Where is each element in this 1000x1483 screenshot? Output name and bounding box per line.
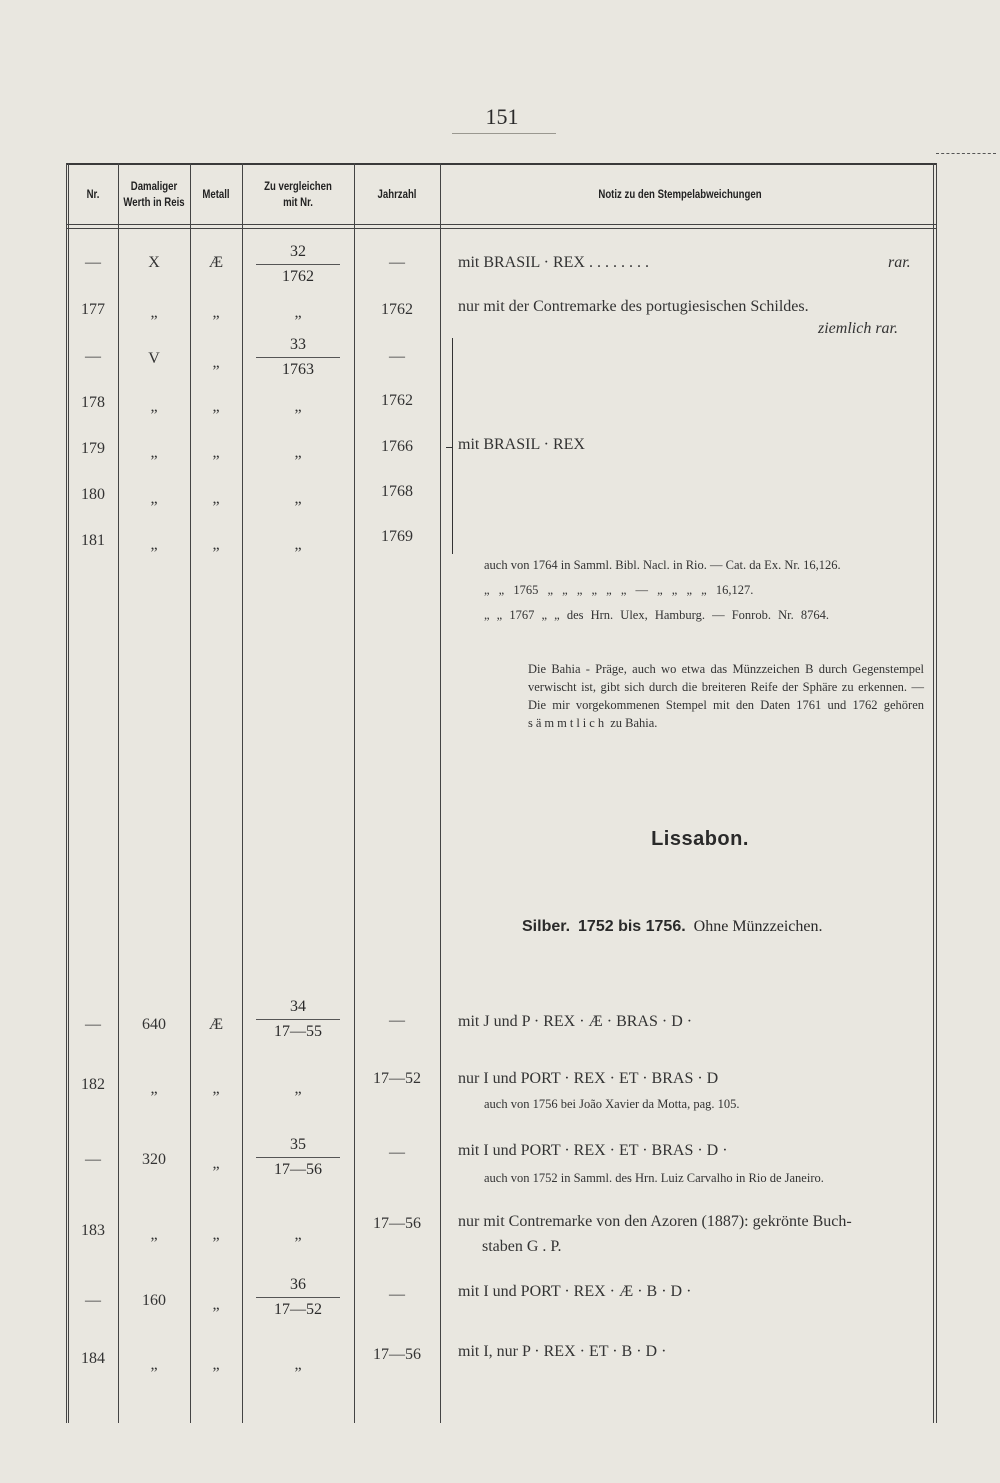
row-metall: „ — [212, 398, 220, 415]
fraction-denominator: 17—52 — [274, 1301, 322, 1318]
note-line: „ „ 1765 „ „ „ „ „ „ — „ „ „ „ 16,127. — [484, 583, 754, 597]
row-vergleichen: „ — [294, 1080, 302, 1097]
section-title: Lissabon. — [651, 828, 749, 850]
row-vergleichen-fraction — [256, 996, 340, 1043]
note-line: auch von 1764 in Samml. Bibl. Nacl. in Rio. — Cat. da Ex. Nr. 16,126. — [484, 558, 841, 572]
row-nr: 182 — [81, 1076, 105, 1093]
row-nr: — — [85, 348, 101, 365]
row-werth: „ — [150, 304, 158, 321]
row-jahr: 17—56 — [373, 1215, 421, 1232]
row-metall: „ — [212, 1080, 220, 1097]
row-metall: „ — [212, 490, 220, 507]
row-jahr: 17—56 — [373, 1346, 421, 1363]
row-subnote: auch von 1752 in Samml. des Hrn. Luiz Carvalho in Rio de Janeiro. — [484, 1171, 824, 1185]
row-werth: „ — [150, 1080, 158, 1097]
row-vergleichen: „ — [294, 304, 302, 321]
row-nr: 181 — [81, 532, 105, 549]
row-notiz: mit BRASIL · REX — [458, 436, 585, 453]
header-bottom-rule-2 — [66, 228, 936, 229]
note-line: „ „ 1767 „ „ des Hrn. Ulex, Hamburg. — Fonrob. Nr. 8764. — [484, 608, 829, 622]
row-metall: „ — [212, 1356, 220, 1373]
row-werth: V — [148, 350, 160, 367]
row-vergleichen: „ — [294, 398, 302, 415]
row-metall: „ — [212, 304, 220, 321]
row-nr: 184 — [81, 1350, 105, 1367]
header-metall: Metall — [202, 187, 230, 201]
row-vergleichen-fraction — [256, 241, 340, 288]
column-divider-2 — [190, 163, 191, 1423]
fraction-numerator: 34 — [290, 998, 306, 1015]
row-werth: 320 — [142, 1151, 166, 1168]
fraction-bar — [256, 1297, 340, 1298]
column-divider-3 — [242, 163, 243, 1423]
table-left-border-inner — [68, 163, 69, 1423]
row-notiz-continued: staben G . P. — [482, 1238, 562, 1255]
header-nr: Nr. — [86, 187, 100, 201]
row-notiz: mit I, nur P · REX · ET · B · D · — [458, 1343, 667, 1360]
row-vergleichen-fraction — [256, 1134, 340, 1181]
row-metall: Æ — [208, 254, 224, 271]
fraction-numerator: 35 — [290, 1136, 306, 1153]
column-divider-4 — [354, 163, 355, 1423]
row-jahr: 17—52 — [373, 1070, 421, 1087]
row-metall: „ — [212, 536, 220, 553]
fraction-denominator: 1762 — [282, 268, 314, 285]
subtitle-years: 1752 bis 1756. — [578, 918, 686, 935]
row-werth: „ — [150, 1226, 158, 1243]
page-number-rule — [452, 133, 556, 134]
column-divider-1 — [118, 163, 119, 1423]
row-jahr: — — [389, 1286, 405, 1303]
header-notiz: Notiz zu den Stempelabweichungen — [598, 187, 762, 201]
row-notiz: nur mit Contremarke von den Azoren (1887): gekrönte Buch- — [458, 1213, 852, 1230]
header-vgl-line1: Zu vergleichen — [264, 179, 332, 193]
subtitle-metal: Silber. — [522, 918, 571, 935]
row-vergleichen: „ — [294, 444, 302, 461]
table-left-border — [66, 163, 67, 1423]
row-metall: „ — [212, 444, 220, 461]
grouping-bracket — [452, 338, 453, 554]
row-notiz: nur mit der Contremarke des portugiesischen Schildes. — [458, 298, 809, 315]
row-vergleichen: „ — [294, 490, 302, 507]
row-notiz: mit I und PORT · REX · Æ · B · D · — [458, 1283, 692, 1300]
row-werth: 640 — [142, 1016, 166, 1033]
subtitle-note: Ohne Münzzeichen. — [693, 918, 823, 935]
fraction-denominator: 17—56 — [274, 1161, 322, 1178]
rarity-note: ziemlich rar. — [818, 320, 898, 337]
row-notiz: mit BRASIL · REX . . . . . . . . — [458, 254, 649, 271]
row-notiz: mit I und PORT · REX · ET · BRAS · D · — [458, 1142, 728, 1159]
row-vergleichen-fraction — [256, 1274, 340, 1321]
row-werth: „ — [150, 490, 158, 507]
row-nr: — — [85, 254, 101, 271]
row-jahr: — — [389, 1144, 405, 1161]
row-subnote: auch von 1756 bei João Xavier da Motta, pag. 105. — [484, 1097, 740, 1111]
fraction-denominator: 1763 — [282, 361, 314, 378]
bahia-paragraph-spaced: sämmtlich — [528, 716, 608, 730]
fraction-numerator: 33 — [290, 336, 306, 353]
fraction-bar — [256, 264, 340, 265]
header-bottom-rule — [66, 224, 936, 225]
row-jahr: — — [389, 1012, 405, 1029]
header-vergleichen — [255, 178, 341, 210]
header-vgl-line2: mit Nr. — [283, 195, 313, 209]
bahia-paragraph-text: Die Bahia - Präge, auch wo etwa das Münzzeichen B durch Gegenstempel verwischt ist, gibt sich durch die breiteren Reife der Sphäre zu erkennen. — Die mir vorgekommenen Stempel mit den Daten 1761 und 1762 gehören — [528, 662, 924, 712]
row-jahr: 1762 — [381, 392, 413, 409]
bahia-paragraph-end: zu Bahia. — [610, 716, 658, 730]
row-werth: 160 — [142, 1292, 166, 1309]
fraction-bar — [256, 357, 340, 358]
row-nr: 178 — [81, 394, 105, 411]
row-metall: „ — [212, 1226, 220, 1243]
row-werth: „ — [150, 398, 158, 415]
row-jahr: 1769 — [381, 528, 413, 545]
page-number: 151 — [485, 104, 519, 129]
header-werth-line1: Damaliger — [130, 179, 178, 193]
column-divider-5 — [440, 163, 441, 1423]
row-metall: „ — [212, 1155, 220, 1172]
row-nr: 183 — [81, 1222, 105, 1239]
fraction-bar — [256, 1157, 340, 1158]
header-jahrzahl: Jahrzahl — [377, 187, 417, 201]
row-nr: 177 — [81, 301, 105, 318]
row-jahr: — — [389, 254, 405, 271]
row-werth: „ — [150, 444, 158, 461]
fraction-bar — [256, 1019, 340, 1020]
fraction-numerator: 36 — [290, 1276, 306, 1293]
row-vergleichen: „ — [294, 1226, 302, 1243]
row-notiz: nur I und PORT · REX · ET · BRAS · D — [458, 1070, 719, 1087]
row-metall: Æ — [208, 1016, 224, 1033]
row-nr: — — [85, 1292, 101, 1309]
bahia-paragraph — [528, 660, 924, 732]
grouping-bracket-tick — [446, 447, 453, 448]
row-werth: „ — [150, 536, 158, 553]
fraction-denominator: 17—55 — [274, 1023, 322, 1040]
row-nr: 179 — [81, 440, 105, 457]
rarity-note: rar. — [888, 254, 911, 271]
row-nr: — — [85, 1151, 101, 1168]
row-notiz: mit J und P · REX · Æ · BRAS · D · — [458, 1013, 693, 1030]
row-vergleichen: „ — [294, 536, 302, 553]
table-right-border — [933, 163, 934, 1423]
row-jahr: — — [389, 348, 405, 365]
row-vergleichen: „ — [294, 1356, 302, 1373]
row-werth: X — [148, 254, 160, 271]
row-jahr: 1766 — [381, 438, 413, 455]
table-top-border — [66, 163, 936, 165]
row-jahr: 1768 — [381, 483, 413, 500]
row-jahr: 1762 — [381, 301, 413, 318]
table-top-border-extension — [936, 153, 996, 155]
header-werth-line2: Werth in Reis — [123, 195, 185, 209]
row-metall: „ — [212, 1296, 220, 1313]
table-right-border-inner — [936, 163, 937, 1423]
fraction-numerator: 32 — [290, 243, 306, 260]
section-subtitle — [522, 918, 823, 936]
row-werth: „ — [150, 1356, 158, 1373]
row-vergleichen-fraction — [256, 334, 340, 381]
row-nr: — — [85, 1016, 101, 1033]
row-nr: 180 — [81, 486, 105, 503]
row-metall: „ — [212, 354, 220, 371]
header-werth — [120, 178, 187, 210]
